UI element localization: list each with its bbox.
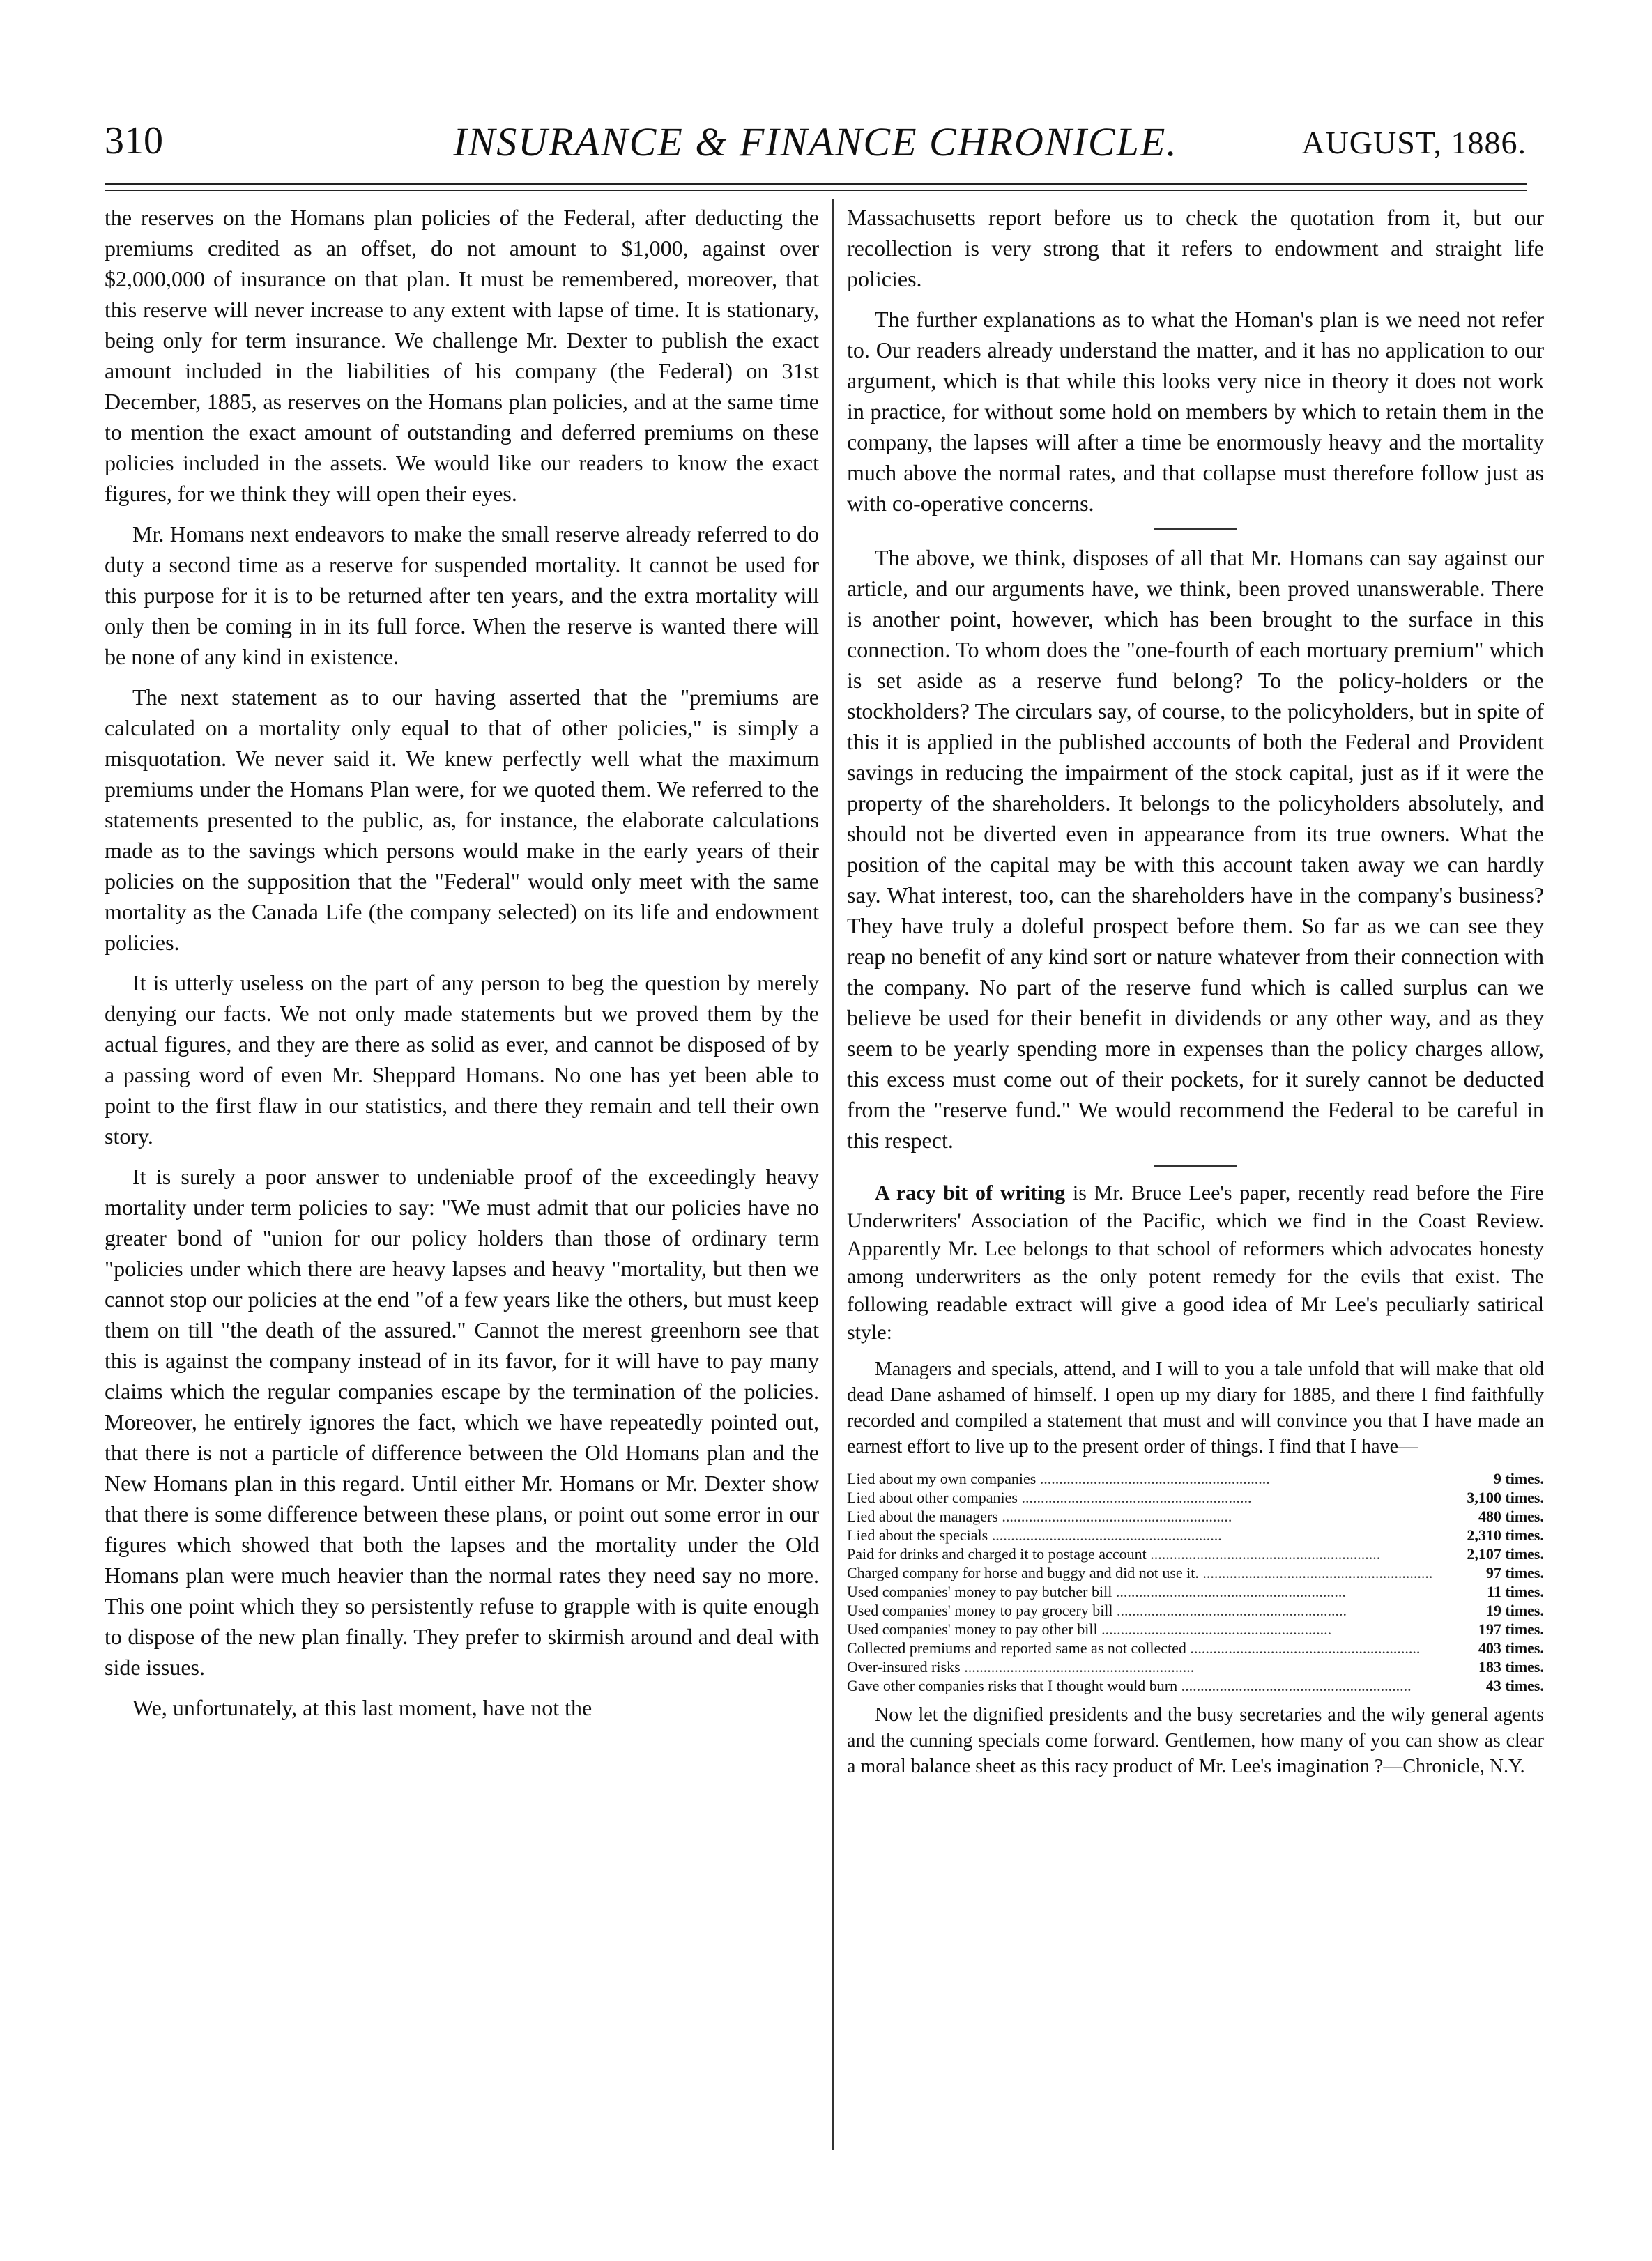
ledger-value: 480 times. <box>1478 1508 1544 1525</box>
ledger-label: Lied about my own companies ............................................................ <box>847 1470 1270 1487</box>
right-column <box>847 202 1544 2154</box>
paragraph: The next statement as to our having asserted that the "premiums are calculated on a mortality only equal to that of other policies," is simply a misquotation. We never said it. We knew perfectly well what the maximum premiums under the Homans Plan were, for we quoted them. We referred to the statements presented to the public, as, for instance, the elaborate calculations made as to the savings which persons would make in the early years of their policies on the supposition that the "Federal" would only meet with the same mortality as the Canada Life (the company selected) on its life and endowment policies. <box>105 684 819 955</box>
page-number: 310 <box>105 119 163 162</box>
ledger-row <box>847 1488 1544 1507</box>
ledger-value: 183 times. <box>1478 1658 1544 1676</box>
ledger-label: Used companies' money to pay butcher bill ............................................................ <box>847 1583 1346 1600</box>
paragraph-lead: A racy bit of writing <box>875 1181 1066 1204</box>
paragraph: Mr. Homans next endeavors to make the small reserve already referred to do duty a second time as a reserve for suspended mortality. It cannot be used for this purpose for it is to be returned after ten years, and the extra mortality will only then be coming in in its full force. When the reserve is wanted there will be none of any kind in existence. <box>105 521 819 669</box>
ledger-value: 2,107 times. <box>1467 1545 1544 1563</box>
ledger-value: 2,310 times. <box>1467 1526 1544 1544</box>
column-divider <box>832 199 834 2150</box>
diary-ledger <box>847 1469 1544 1695</box>
paragraph: We, unfortunately, at this last moment, have not the <box>132 1695 592 1720</box>
paragraph-racy-bit <box>847 1179 1544 1347</box>
ledger-value: 43 times. <box>1485 1677 1544 1694</box>
issue-date: AUGUST, 1886. <box>1301 125 1527 160</box>
ledger-row <box>847 1526 1544 1545</box>
section-separator <box>1154 528 1237 530</box>
quoted-extract: Managers and specials, attend, and I will to you a tale unfold that will make that old dead Dane ashamed of himself. I open up my diary for 1885, and there I find faithfully recorded and compiled a statement that must and will convince you that I have made an earnest effort to live up to the present order of things. I find that I have— <box>847 1358 1544 1457</box>
ledger-label: Used companies' money to pay grocery bill ............................................................ <box>847 1602 1347 1619</box>
ledger-label: Lied about other companies ............................................................ <box>847 1489 1252 1506</box>
ledger-row <box>847 1620 1544 1639</box>
journal-title: INSURANCE & FINANCE CHRONICLE. <box>453 119 1178 164</box>
paragraph: It is surely a poor answer to undeniable proof of the exceedingly heavy mortality under term policies to say: "We must admit that our policies have no greater bond of "union for our policy holders than those of ordinary term "policies under which there are heavy lapses and heavy "mortality, but then we cannot stop our policies at the end "of a few years like the others, but must keep them on till "the death of the assured." Cannot the merest greenhorn see that this is against the company instead of in its favor, for it will have to pay many claims which the regular companies escape by the termination of the policies. Moreover, he entirely ignores the fact, which we have repeatedly pointed out, that there is not a particle of difference between the Old Homans plan and the New Homans plan in this regard. Until either Mr. Homans or Mr. Dexter show that there is some difference between these plans, or point out some error in our figures which showed that both the lapses and the mortality under the Old Homans plan were much heavier than the normal rates they need say no more. This one point which they so persistently refuse to grapple with is quite enough to dispose of the new plan finally. They prefer to skirmish around and deal with side issues. <box>105 1164 819 1680</box>
ledger-value: 9 times. <box>1493 1470 1544 1487</box>
ledger-value: 97 times. <box>1485 1564 1544 1581</box>
ledger-row <box>847 1657 1544 1676</box>
ledger-label: Paid for drinks and charged it to postage account ............................................................ <box>847 1545 1381 1563</box>
ledger-value: 19 times. <box>1485 1602 1544 1619</box>
section-separator <box>1154 1165 1237 1167</box>
ledger-row <box>847 1676 1544 1695</box>
ledger-label: Lied about the managers ............................................................ <box>847 1508 1232 1525</box>
ledger-label: Lied about the specials ............................................................ <box>847 1526 1222 1544</box>
ledger-label: Collected premiums and reported same as not collected ............................................................ <box>847 1639 1421 1657</box>
closing-paragraph: Now let the dignified presidents and the busy secretaries and the wily general agents and the cunning specials come forward. Gentlemen, how many of you can show as clear a moral balance sheet as this racy product of Mr. Lee's imagination ?—Chronicle, N.Y. <box>847 1704 1544 1777</box>
paragraph: The further explanations as to what the Homan's plan is we need not refer to. Our readers already understand the matter, and it has no application to our argument, which is that while this looks very nice in theory it does not work in practice, for without some hold on members by which to retain them in the company, the lapses will after a time be enormously heavy and the mortality much above the normal rates, and that collapse must therefore follow just as with co-operative concerns. <box>847 307 1544 516</box>
ledger-value: 197 times. <box>1478 1620 1544 1638</box>
ledger-row <box>847 1469 1544 1488</box>
page-header <box>105 118 1527 181</box>
header-rule-thin <box>105 190 1527 191</box>
paragraph: The above, we think, disposes of all that Mr. Homans can say against our article, and our arguments have, we think, been proved unanswerable. There is another point, however, which has been brought to the surface in this connection. To whom does the "one-fourth of each mortuary premium" which is set aside as a reserve fund belong? To the policy-holders or the stockholders? The circulars say, of course, to the policyholders, but in spite of this it is applied in the published accounts of both the Federal and Provident savings in reducing the impairment of the stock capital, just as if it were the property of the shareholders. It belongs to the policyholders absolutely, and should not be diverted even in appearance from its true owners. What the position of the capital may be with this account taken away we can hardly say. What interest, too, can the shareholders have in the company's business? They have truly a doleful prospect before them. So far as we can see they reap no benefit of any kind sort or nature whatever from their connection with the company. No part of the reserve fund which is called surplus can we believe be used for their benefit in dividends or any other way, and as they seem to be yearly spending more in expenses than the policy charges allow, this excess must come out of their pockets, for it surely cannot be deducted from the "reserve fund." We would recommend the Federal to be careful in this respect. <box>847 545 1544 1153</box>
paragraph-body: is Mr. Bruce Lee's paper, recently read before the Fire Underwriters' Association of the Pacific, which we find in the Coast Review. Apparently Mr. Lee belongs to that school of reformers which advocates honesty among underwriters as the only potent remedy for the evils that exist. The following readable extract will give a good idea of Mr Lee's peculiarly satirical style: <box>847 1181 1544 1344</box>
ledger-label: Used companies' money to pay other bill ............................................................ <box>847 1620 1332 1638</box>
ledger-row <box>847 1545 1544 1563</box>
paragraph: the reserves on the Homans plan policies of the Federal, after deducting the premiums credited as an offset, do not amount to $1,000, against over $2,000,000 of insurance on that plan. It must be remembered, moreover, that this reserve will never increase to any extent with lapse of time. It is stationary, being only for term insurance. We challenge Mr. Dexter to publish the exact amount included in the liabilities of his company (the Federal) on 31st December, 1885, as reserves on the Homans plan policies, and at the same time to mention the exact amount of outstanding and deferred premiums on these policies included in the assets. We would like our readers to know the exact figures, for we think they will open their eyes. <box>105 205 819 506</box>
ledger-value: 403 times. <box>1478 1639 1544 1657</box>
paragraph: Massachusetts report before us to check the quotation from it, but our recollection is very strong that it refers to endowment and straight life policies. <box>847 205 1544 291</box>
ledger-row <box>847 1563 1544 1582</box>
ledger-row <box>847 1507 1544 1526</box>
ledger-label: Charged company for horse and buggy and did not use it. ............................................................ <box>847 1564 1433 1581</box>
ledger-label: Over-insured risks ............................................................ <box>847 1658 1195 1676</box>
ledger-row <box>847 1601 1544 1620</box>
ledger-value: 11 times. <box>1487 1583 1544 1600</box>
ledger-label: Gave other companies risks that I thought would burn ............................................................ <box>847 1677 1412 1694</box>
ledger-value: 3,100 times. <box>1467 1489 1544 1506</box>
left-column <box>105 202 819 2154</box>
ledger-row <box>847 1639 1544 1657</box>
ledger-row <box>847 1582 1544 1601</box>
header-rule <box>105 183 1527 185</box>
paragraph: It is utterly useless on the part of any person to beg the question by merely denying our facts. We not only made statements but we proved them by the actual figures, and they are there as solid as ever, and cannot be disposed of by a passing word of even Mr. Sheppard Homans. No one has yet been able to point to the first flaw in our statistics, and there they remain and tell their own story. <box>105 970 819 1149</box>
